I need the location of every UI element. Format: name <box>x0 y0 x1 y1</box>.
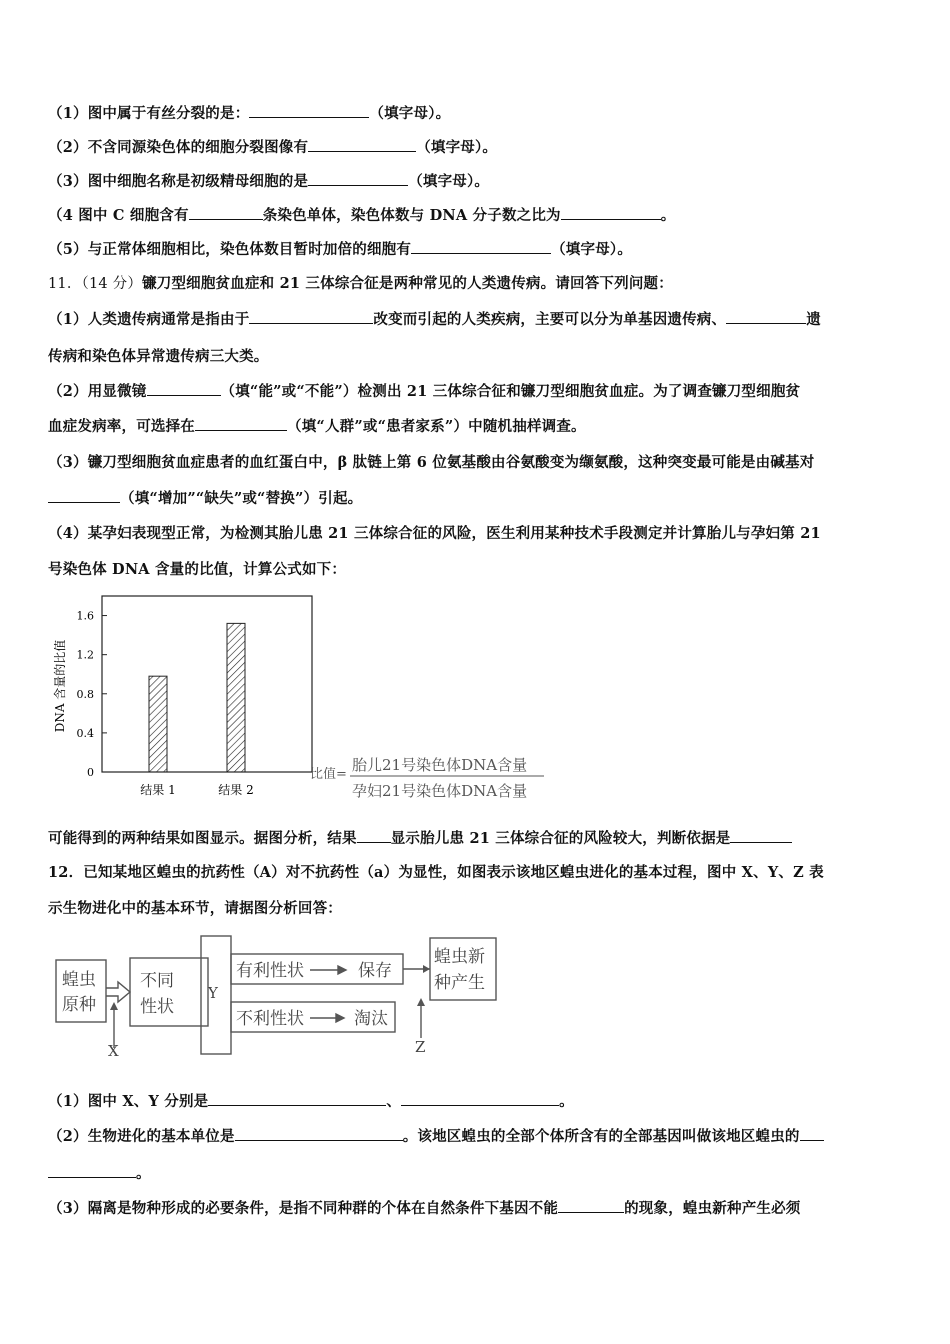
q10-part1 <box>48 102 450 123</box>
diagram-svg <box>48 930 508 1060</box>
text: （1）图中 X、Y 分别是 <box>48 1093 209 1110</box>
text: 血症发病率，可选择在 <box>48 418 195 435</box>
answer-blank[interactable] <box>308 171 408 186</box>
text: 可能得到的两种结果如图显示。据图分析，结果 <box>48 830 357 847</box>
answer-blank[interactable] <box>558 1198 624 1213</box>
y-tick-label: 1.6 <box>76 609 94 623</box>
text: （填“人群”或“患者家系”）中随机抽样调查。 <box>287 418 586 435</box>
good-trait-label: 有利性状 <box>236 961 304 981</box>
y-tick-label: 1.2 <box>76 648 94 662</box>
q11-part4-result <box>48 827 792 848</box>
z-arrowhead <box>417 998 425 1006</box>
answer-blank[interactable] <box>147 381 221 396</box>
x-category-label: 结果 2 <box>218 783 254 797</box>
q12-header-cont <box>48 897 342 918</box>
text: （2）用显微镜 <box>48 383 147 400</box>
answer-blank[interactable] <box>235 1126 403 1141</box>
answer-blank[interactable] <box>561 205 661 220</box>
q12-part2 <box>48 1125 824 1146</box>
answer-blank[interactable] <box>357 828 391 843</box>
y-tick-label: 0.4 <box>76 726 94 740</box>
origin-arrow <box>106 982 130 1002</box>
text: （4 图中 C 细胞含有 <box>48 207 189 224</box>
text: （填“增加”“缺失”或“替换”）引起。 <box>120 490 363 507</box>
answer-blank[interactable] <box>411 239 551 254</box>
q11-part4-cont <box>48 558 346 579</box>
text: （填字母）。 <box>551 241 633 258</box>
formula-prefix: 比值= <box>310 767 347 782</box>
q10-part3 <box>48 170 489 191</box>
text: 条染色单体，染色体数与 DNA 分子数之比为 <box>262 207 561 224</box>
q12-part2-cont <box>48 1162 151 1183</box>
text: 。该地区蝗虫的全部个体所含有的全部基因叫做该地区蝗虫的 <box>402 1128 800 1145</box>
answer-blank[interactable] <box>48 488 120 503</box>
text: 镰刀型细胞贫血症和 21 三体综合征是两种常见的人类遗传病。请回答下列问题： <box>142 275 673 292</box>
q11-header <box>48 272 673 293</box>
new-species-label-1: 蝗虫新 <box>434 947 485 967</box>
answer-blank[interactable] <box>308 137 416 152</box>
plot-frame <box>102 596 312 772</box>
answer-blank[interactable] <box>730 828 792 843</box>
new-species-label-2: 种产生 <box>434 973 485 993</box>
text: （3）隔离是物种形成的必要条件，是指不同种群的个体在自然条件下基因不能 <box>48 1200 559 1217</box>
answer-blank[interactable] <box>249 309 373 324</box>
chart-svg <box>48 590 568 805</box>
question-number: 11．（14 分） <box>48 276 143 292</box>
q11-part3-cont <box>48 487 362 508</box>
bad-trait-label: 不利性状 <box>236 1009 304 1029</box>
bar-2 <box>227 623 245 772</box>
y-axis-label: DNA 含量的比值 <box>53 639 67 733</box>
formula-numerator: 胎儿21号染色体DNA含量 <box>352 756 528 774</box>
answer-blank[interactable] <box>401 1091 559 1106</box>
text: 的现象，蝗虫新种产生必须 <box>624 1200 801 1217</box>
remove-label: 淘汰 <box>354 1009 388 1029</box>
evolution-diagram <box>48 930 508 1060</box>
text: （2）生物进化的基本单位是 <box>48 1128 235 1145</box>
answer-blank[interactable] <box>726 309 806 324</box>
text: 。 <box>660 207 676 224</box>
text: 、 <box>386 1093 402 1110</box>
bar-1 <box>149 676 167 772</box>
dna-ratio-chart <box>48 590 568 805</box>
text: 传病和染色体异常遗传病三大类。 <box>48 348 269 365</box>
origin-label-1: 蝗虫 <box>62 970 96 990</box>
y-label: Y <box>208 984 218 1002</box>
text: 遗 <box>806 311 821 328</box>
text: 号染色体 DNA 含量的比值，计算公式如下： <box>48 561 347 578</box>
text: 显示胎儿患 21 三体综合征的风险较大，判断依据是 <box>390 830 731 847</box>
q10-part5 <box>48 238 632 259</box>
answer-blank[interactable] <box>249 103 369 118</box>
x-label: X <box>108 1042 119 1060</box>
answer-blank[interactable] <box>208 1091 386 1106</box>
text: 。 <box>136 1165 151 1182</box>
formula-denominator: 孕妇21号染色体DNA含量 <box>352 782 528 800</box>
answer-blank[interactable] <box>195 416 287 431</box>
q10-part4 <box>48 204 675 225</box>
text: （5）与正常体细胞相比，染色体数目暂时加倍的细胞有 <box>48 241 412 258</box>
q11-part2-cont <box>48 415 586 436</box>
text: 改变而引起的人类疾病，主要可以分为单基因遗传病、 <box>373 311 727 328</box>
q11-part4 <box>48 522 821 543</box>
text: 。 <box>559 1093 574 1110</box>
keep-label: 保存 <box>358 961 392 981</box>
q12-header <box>48 861 824 882</box>
text: （3）镰刀型细胞贫血症患者的血红蛋白中，β 肽链上第 6 位氨基酸由谷氨酸变为缬氨酸，这种突变最可能是由碱基对 <box>48 454 815 471</box>
text: 12．已知某地区蝗虫的抗药性（A）对不抗药性（a）为显性，如图表示该地区蝗虫进化的基本过程，图中 X、Y、Z 表 <box>48 864 824 881</box>
y-tick-label: 0 <box>87 766 94 779</box>
text: （填字母）。 <box>369 105 451 122</box>
text: （填“能”或“不能”）检测出 21 三体综合征和镰刀型细胞贫血症。为了调查镰刀型细胞贫 <box>220 383 801 400</box>
answer-blank[interactable] <box>800 1126 824 1141</box>
text: （填字母）。 <box>416 139 498 156</box>
q12-part1 <box>48 1090 574 1111</box>
text: （填字母）。 <box>408 173 490 190</box>
origin-label-2: 原种 <box>62 995 96 1015</box>
q11-part2 <box>48 380 800 401</box>
z-label: Z <box>415 1038 426 1056</box>
text: （3）图中细胞名称是初级精母细胞的是 <box>48 173 309 190</box>
y-tick-label: 0.8 <box>76 687 94 701</box>
text: 示生物进化中的基本环节，请据图分析回答： <box>48 900 342 917</box>
new-species-arrowhead <box>423 965 430 973</box>
text: （4）某孕妇表现型正常，为检测其胎儿患 21 三体综合征的风险，医生利用某种技术手段测定并计算胎儿与孕妇第 21 <box>48 525 821 542</box>
q10-part2 <box>48 136 497 157</box>
text: （1）图中属于有丝分裂的是： <box>48 105 250 122</box>
traits-label-1: 不同 <box>140 971 174 991</box>
x-arrowhead <box>110 1002 118 1010</box>
q11-part1-cont <box>48 345 269 366</box>
x-category-label: 结果 1 <box>140 783 176 797</box>
text: （2）不含同源染色体的细胞分裂图像有 <box>48 139 309 156</box>
traits-label-2: 性状 <box>140 997 174 1017</box>
text: （1）人类遗传病通常是指由于 <box>48 311 250 328</box>
q12-part3 <box>48 1197 801 1218</box>
answer-blank[interactable] <box>48 1163 136 1178</box>
answer-blank[interactable] <box>189 205 263 220</box>
q11-part3 <box>48 451 814 472</box>
q11-part1 <box>48 308 821 329</box>
